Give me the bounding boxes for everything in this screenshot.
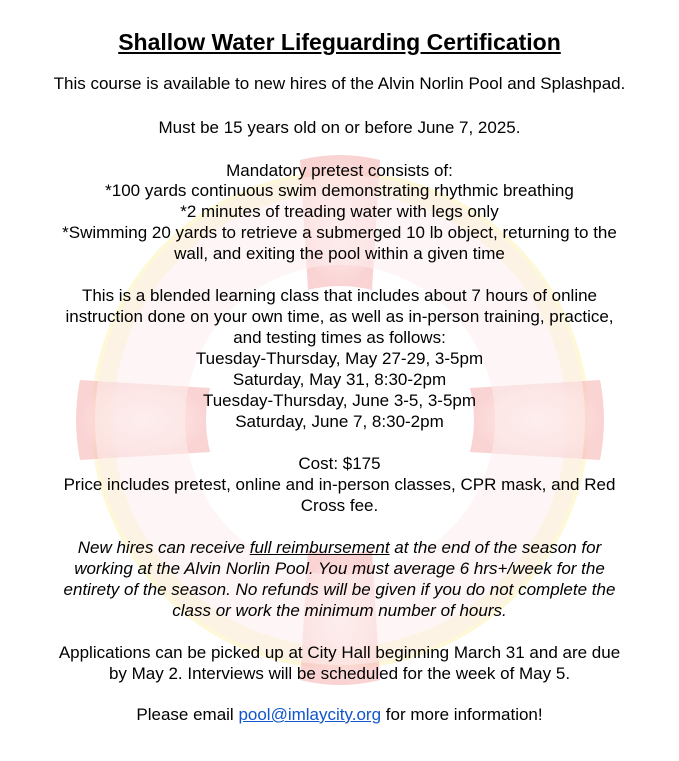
class-info-line: This is a blended learning class that includes about 7 hours of online (81, 286, 598, 305)
contact-text: Please email (136, 705, 239, 724)
reimbursement-emphasis: full reimbursement (249, 538, 390, 557)
reimbursement-line (0, 537, 679, 558)
cost-label: Cost: $175 (298, 454, 381, 473)
schedule-item: Saturday, May 31, 8:30-2pm (232, 370, 447, 389)
pretest-heading: Mandatory pretest consists of: (226, 161, 453, 180)
age-requirement: Must be 15 years old on or before June 7, 2025. (158, 118, 521, 137)
reimbursement-text: New hires can receive (77, 538, 250, 557)
applications-line: by May 2. Interviews will be scheduled for the week of May 5. (108, 664, 571, 683)
schedule-item: Tuesday-Thursday, May 27-29, 3-5pm (195, 349, 484, 368)
schedule-item: Saturday, June 7, 8:30-2pm (235, 412, 444, 431)
reimbursement-line: working at the Alvin Norlin Pool. You must average 6 hrs+/week for the (74, 559, 605, 578)
contact-text: for more information! (381, 705, 543, 724)
pretest-item: *Swimming 20 yards to retrieve a submerged 10 lb object, returning to the (62, 223, 617, 242)
reimbursement-line: class or work the minimum number of hours. (172, 601, 507, 620)
applications-line: Applications can be picked up at City Hall beginning March 31 and are due (58, 643, 621, 662)
pretest-item: *2 minutes of treading water with legs only (180, 202, 499, 221)
pretest-item: *100 yards continuous swim demonstrating rhythmic breathing (105, 181, 574, 200)
class-info-line: instruction done on your own time, as well as in-person training, practice, (65, 307, 614, 326)
contact-line (0, 704, 679, 725)
email-link[interactable]: pool@imlaycity.org (238, 705, 382, 724)
reimbursement-text: at the end of the season for (389, 538, 602, 557)
cost-includes: Price includes pretest, online and in-person classes, CPR mask, and Red (63, 475, 616, 494)
class-info-line: and testing times as follows: (233, 328, 446, 347)
reimbursement-line: entirety of the season. No refunds will be given if you do not complete the (63, 580, 616, 599)
pretest-item: wall, and exiting the pool within a given time (174, 244, 505, 263)
intro-text: This course is available to new hires of the Alvin Norlin Pool and Splashpad. (53, 74, 626, 93)
cost-includes: Cross fee. (300, 496, 379, 515)
schedule-item: Tuesday-Thursday, June 3-5, 3-5pm (202, 391, 477, 410)
page-title: Shallow Water Lifeguarding Certification (118, 29, 561, 55)
